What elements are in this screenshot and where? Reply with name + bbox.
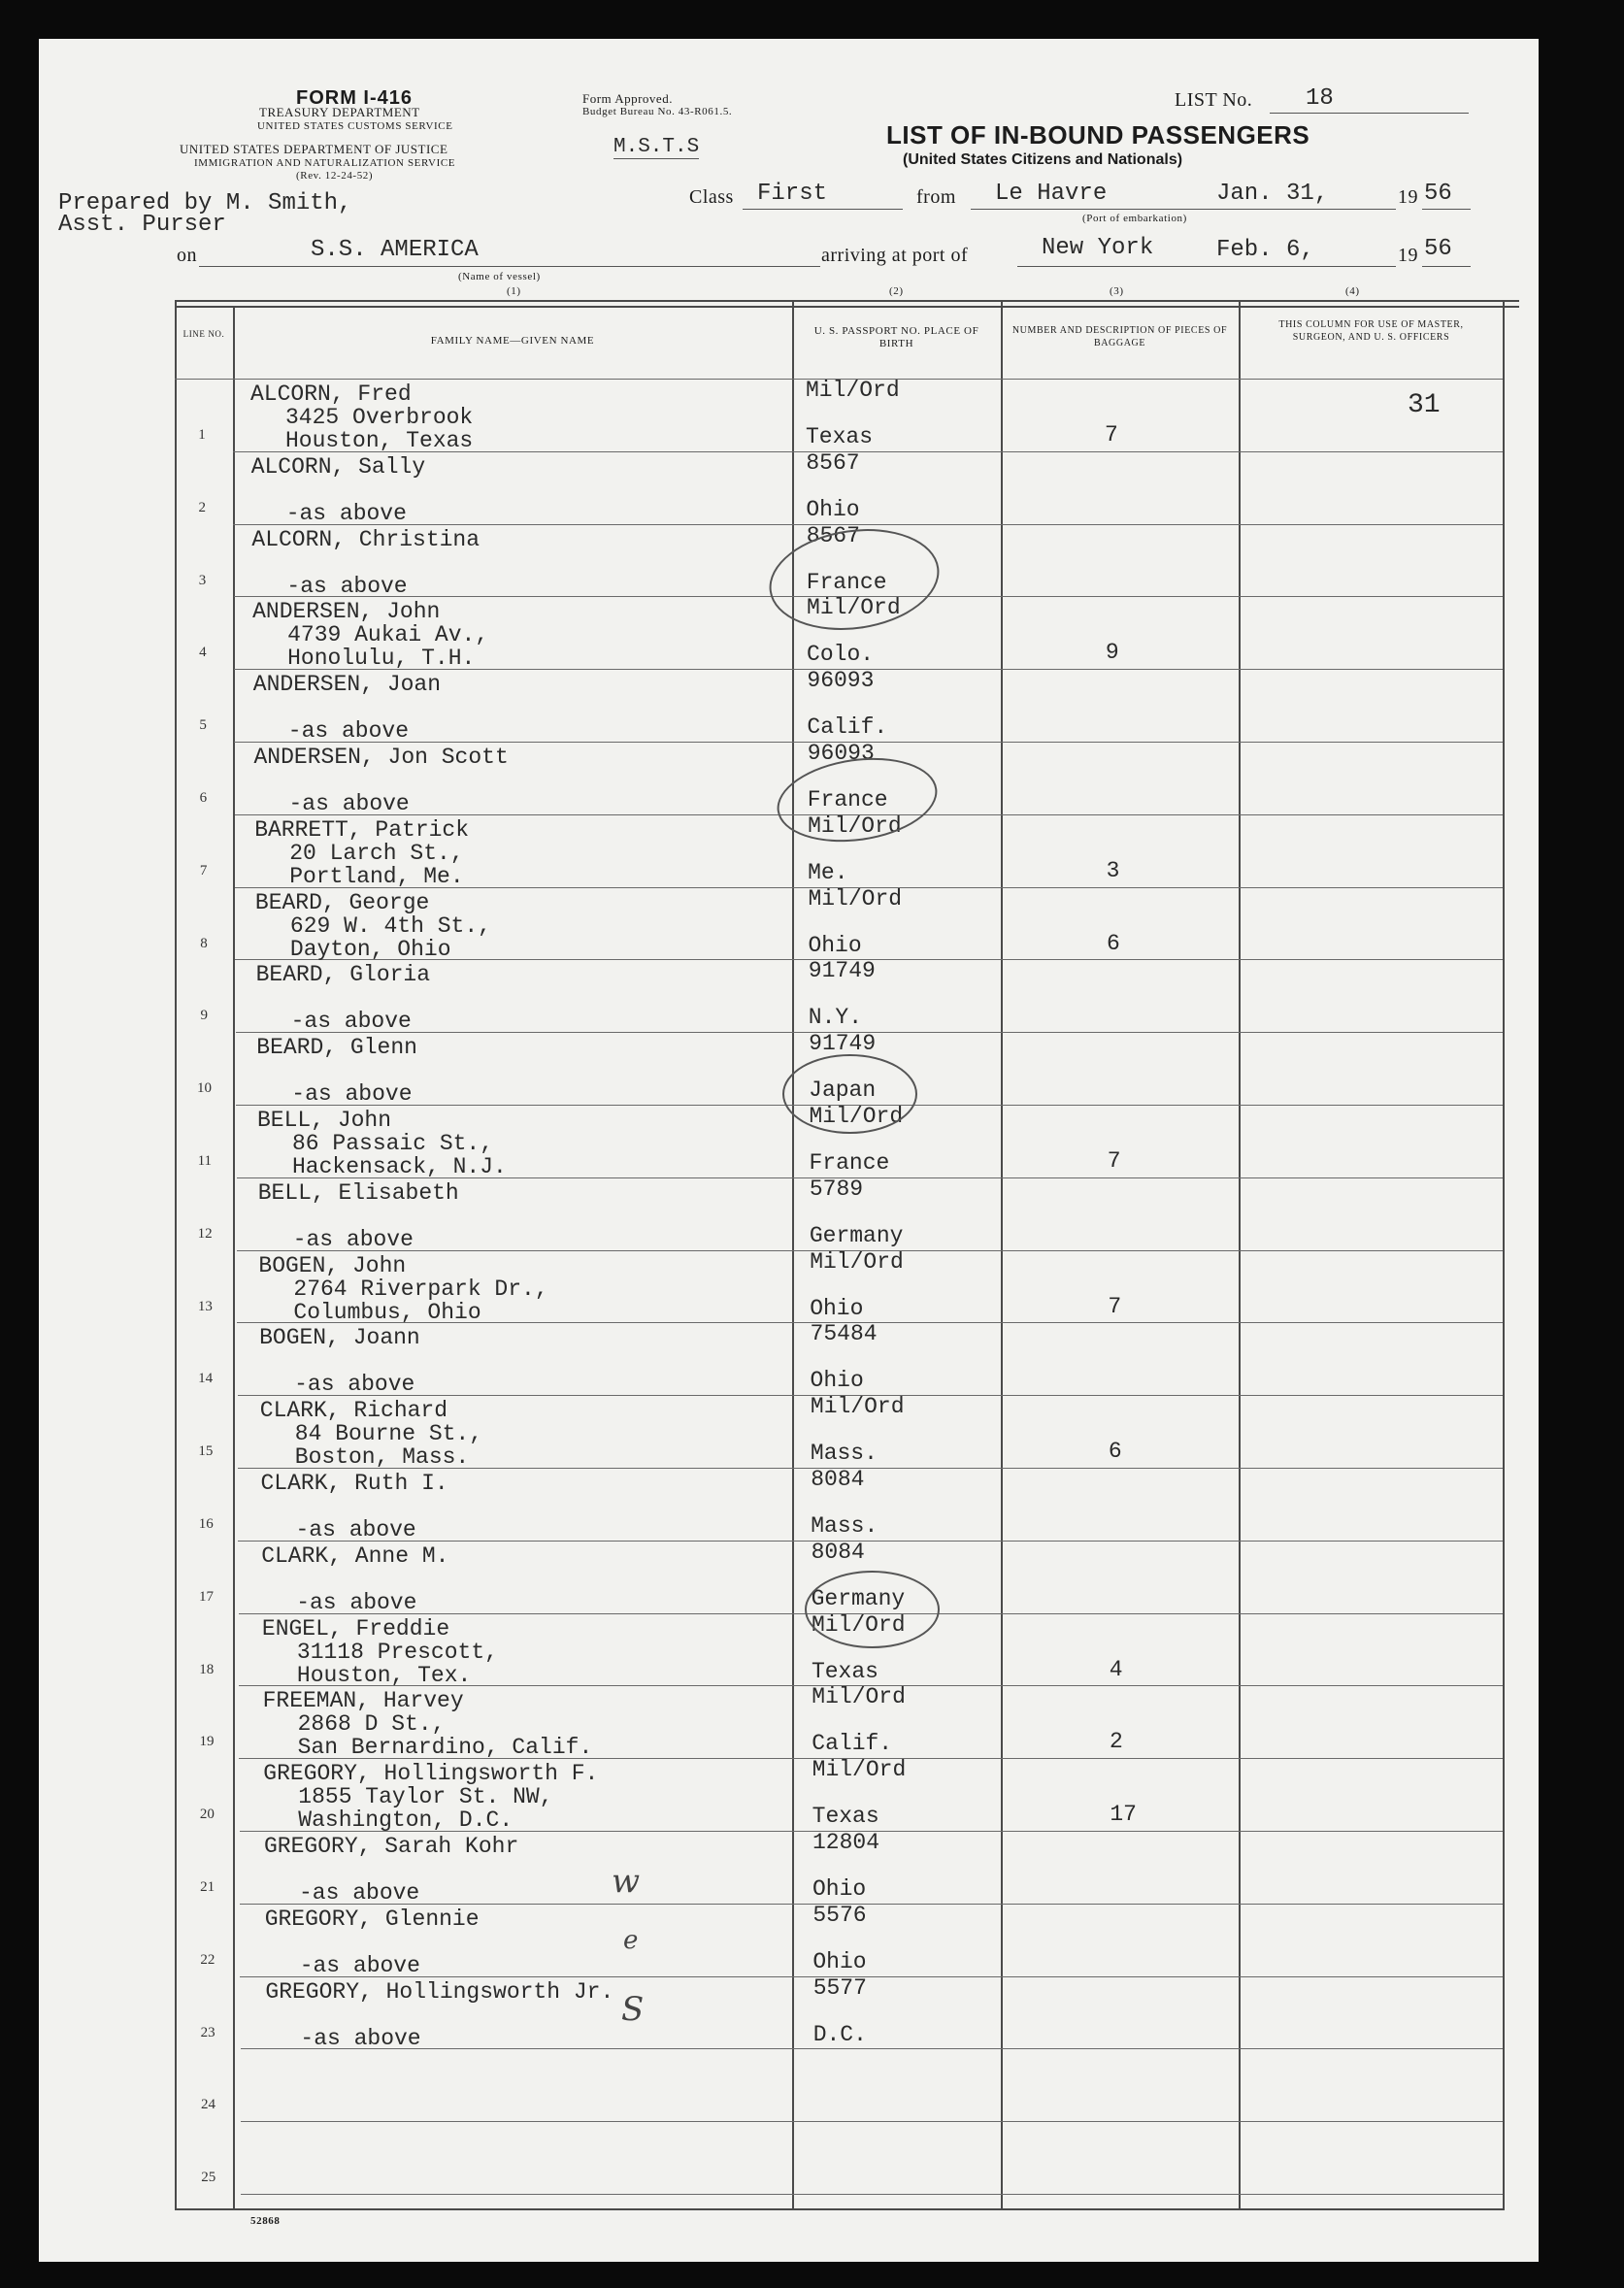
immigration-service: IMMIGRATION AND NATURALIZATION SERVICE [194, 157, 456, 169]
col-num-3: (3) [1110, 285, 1124, 297]
col-num-1: (1) [507, 285, 521, 297]
col-header-name: FAMILY NAME—GIVEN NAME [430, 335, 595, 347]
revision-date: (Rev. 12-24-52) [296, 170, 374, 182]
line-number: 16 [198, 1516, 214, 1532]
place-of-birth: Japan [809, 1078, 877, 1104]
line-number: 5 [199, 717, 207, 734]
passenger-address: 1855 Taylor St. NW, [298, 1784, 553, 1810]
passenger-address-city: -as above [287, 718, 410, 745]
footer-code: 52868 [250, 2215, 281, 2227]
passenger-name: BEARD, George [254, 889, 430, 915]
passenger-address-city: Hackensack, N.J. [292, 1154, 507, 1179]
passport-number: 96093 [807, 741, 875, 766]
form-approved: Form Approved. [582, 91, 673, 106]
list-label: LIST No. [1175, 89, 1253, 111]
passenger-address-city: -as above [294, 1372, 415, 1398]
embarkation-year: 56 [1424, 181, 1452, 207]
row-divider [240, 1976, 1503, 1977]
passenger-name: CLARK, Richard [259, 1398, 448, 1424]
passenger-address-city: Boston, Mass. [294, 1444, 470, 1471]
line-number: 4 [199, 645, 207, 661]
place-of-birth: Ohio [812, 1948, 867, 1974]
line-number: 20 [199, 1807, 215, 1823]
line-number: 7 [199, 862, 208, 879]
line-number: 2 [198, 499, 207, 515]
line-number: 25 [201, 2170, 216, 2186]
passport-number: 12804 [812, 1830, 880, 1855]
manifest-sheet [39, 39, 1539, 2262]
row-divider [240, 1904, 1503, 1905]
vessel-name: S.S. AMERICA [311, 237, 479, 263]
baggage-count: 4 [1109, 1656, 1123, 1682]
line-number: 10 [197, 1080, 213, 1097]
passenger-name: ANDERSEN, Jon Scott [253, 745, 509, 770]
birthplace-circle [772, 748, 943, 851]
passenger-address-city: -as above [295, 1517, 416, 1542]
passport-number: 5577 [812, 1974, 867, 2001]
arriving-label: arriving at port of [821, 245, 969, 266]
passenger-name: BOGEN, John [258, 1252, 407, 1278]
passport-number: 96093 [807, 668, 875, 694]
from-label: from [916, 186, 956, 208]
birthplace-circle [782, 1054, 917, 1134]
passport-number: Mil/Ord [812, 1757, 907, 1783]
line-number: 22 [200, 1951, 215, 1968]
on-label: on [177, 245, 197, 266]
place-of-birth: France [809, 1150, 890, 1176]
baggage-count: 3 [1106, 857, 1120, 883]
passenger-name: GREGORY, Hollingsworth Jr. [265, 1978, 614, 2005]
passenger-address-city: -as above [299, 1952, 420, 1978]
list-number: 18 [1306, 85, 1334, 112]
passport-number: Mil/Ord [806, 378, 900, 403]
passenger-address-city: Dayton, Ohio [289, 936, 451, 962]
place-of-birth: Ohio [808, 932, 862, 958]
passport-number: 8567 [806, 449, 860, 476]
arrival-year-prefix: 19 [1398, 245, 1418, 266]
place-of-birth: D.C. [812, 2021, 867, 2047]
passport-number: 75484 [810, 1321, 878, 1347]
passenger-address-city: Columbus, Ohio [293, 1299, 481, 1325]
passenger-address-city: -as above [299, 1880, 420, 1906]
place-of-birth: Texas [806, 424, 874, 449]
passenger-address-city: -as above [292, 1226, 414, 1252]
passenger-name: GREGORY, Hollingsworth F. [263, 1761, 599, 1787]
passenger-address-city: -as above [286, 573, 408, 599]
passport-number: Mil/Ord [807, 595, 901, 621]
passenger-address: 31118 Prescott, [296, 1639, 498, 1665]
passenger-address-city: Honolulu, T.H. [287, 646, 476, 672]
line-number: 11 [197, 1153, 213, 1169]
customs-service: UNITED STATES CUSTOMS SERVICE [257, 120, 453, 132]
passport-number: 8567 [806, 522, 860, 548]
passenger-address-city: Houston, Texas [285, 428, 474, 453]
line-number: 14 [198, 1371, 214, 1387]
passenger-name: CLARK, Ruth I. [260, 1471, 448, 1496]
place-of-birth: Texas [811, 1658, 878, 1684]
col-header-baggage: NUMBER AND DESCRIPTION OF PIECES OF BAGGAGE [1011, 325, 1228, 348]
passenger-name: BEARD, Glenn [256, 1035, 417, 1061]
class-label: Class [689, 186, 734, 208]
passport-number: Mil/Ord [810, 1248, 904, 1275]
passport-number: Mil/Ord [810, 1394, 905, 1420]
handwritten-mark: e [623, 1926, 639, 1955]
passenger-name: ALCORN, Fred [250, 381, 412, 407]
place-of-birth: Mass. [811, 1513, 878, 1539]
passenger-name: ALCORN, Christina [251, 526, 481, 552]
arrival-date: Feb. 6, [1216, 237, 1314, 263]
form-subtitle: (United States Citizens and Nationals) [903, 151, 1183, 168]
arrival-year: 56 [1424, 236, 1452, 262]
passport-number: 91749 [808, 958, 876, 984]
passport-number: 8084 [811, 1539, 865, 1565]
budget-bureau: Budget Bureau No. 43-R061.5. [582, 106, 733, 117]
passenger-name: ANDERSEN, Joan [252, 672, 442, 698]
baggage-count: 7 [1108, 1293, 1122, 1319]
birthplace-circle [805, 1571, 940, 1648]
place-of-birth: Germany [811, 1585, 906, 1611]
prepared-by: Prepared by M. Smith, [58, 190, 352, 216]
justice-department: UNITED STATES DEPARTMENT OF JUSTICE [180, 142, 448, 156]
baggage-count: 6 [1106, 930, 1120, 956]
passport-number: Mil/Ord [808, 885, 903, 912]
place-of-birth: Mass. [810, 1441, 878, 1467]
handwritten-mark: w [612, 1862, 641, 1901]
place-of-birth: Ohio [810, 1368, 864, 1394]
passport-number: 5789 [809, 1176, 864, 1202]
passenger-address: 2764 Riverpark Dr., [293, 1276, 548, 1302]
passport-number: 8084 [811, 1467, 865, 1492]
place-of-birth: Ohio [806, 496, 860, 522]
class-value: First [757, 181, 828, 207]
passport-number: Mil/Ord [808, 812, 902, 839]
line-number: 17 [198, 1588, 214, 1605]
line-number: 1 [198, 427, 206, 443]
passenger-address-city: -as above [300, 2025, 421, 2051]
passenger-name: BARRETT, Patrick [254, 816, 470, 843]
place-of-birth: Germany [809, 1222, 904, 1248]
passenger-address-city: Portland, Me. [289, 863, 464, 889]
col-header-passport: U. S. PASSPORT NO. PLACE OF BIRTH [813, 325, 979, 349]
passenger-address-city: -as above [296, 1589, 417, 1615]
passenger-name: ENGEL, Freddie [261, 1615, 450, 1641]
line-number: 19 [199, 1734, 215, 1750]
passenger-address: 629 W. 4th St., [289, 912, 491, 939]
passport-number: 91749 [809, 1031, 877, 1057]
handwritten-mark: S [621, 1990, 645, 2029]
line-number: 9 [200, 1008, 208, 1024]
baggage-count: 7 [1107, 1148, 1121, 1174]
passenger-address-city: San Bernardino, Calif. [297, 1735, 593, 1761]
officer-note: 31 [1408, 390, 1441, 420]
row-divider [238, 1541, 1503, 1542]
line-number: 23 [200, 2024, 215, 2040]
passenger-address-city: -as above [288, 791, 410, 816]
passenger-name: BELL, Elisabeth [257, 1179, 459, 1206]
passport-number: 5576 [812, 1902, 867, 1928]
passenger-address-city: Houston, Tex. [296, 1662, 472, 1688]
baggage-count: 6 [1108, 1439, 1122, 1465]
col-header-officers: THIS COLUMN FOR USE OF MASTER, SURGEON, AND U. S. OFFICERS [1278, 319, 1464, 343]
passenger-name: BEARD, Gloria [255, 962, 431, 988]
row-divider [241, 2121, 1503, 2122]
passenger-name: FREEMAN, Harvey [262, 1688, 464, 1714]
place-of-birth: Calif. [812, 1731, 893, 1757]
baggage-count: 17 [1110, 1802, 1137, 1828]
line-number: 24 [200, 2097, 215, 2113]
col-header-line: LINE NO. [182, 329, 225, 339]
place-of-birth: France [806, 569, 887, 595]
baggage-count: 2 [1110, 1729, 1123, 1755]
passenger-name: ANDERSEN, John [252, 599, 441, 625]
col-num-2: (2) [889, 285, 904, 297]
arrival-port: New York [1042, 235, 1154, 261]
baggage-count: 7 [1105, 422, 1118, 448]
line-number: 3 [198, 572, 207, 588]
place-of-birth: Colo. [807, 642, 875, 668]
passenger-address-city: Washington, D.C. [298, 1807, 514, 1834]
prepared-title: Asst. Purser [58, 212, 226, 238]
place-of-birth: France [807, 787, 888, 812]
passenger-name: ALCORN, Sally [250, 453, 426, 480]
passenger-address: 86 Passaic St., [292, 1131, 494, 1156]
place-of-birth: Me. [808, 859, 848, 885]
place-of-birth: Texas [812, 1804, 879, 1830]
place-of-birth: Ohio [810, 1295, 864, 1321]
birthplace-circle [763, 518, 945, 641]
form-title: LIST OF IN-BOUND PASSENGERS [886, 120, 1310, 149]
embarkation-date: Jan. 31, [1216, 181, 1329, 207]
port-caption: (Port of embarkation) [1082, 213, 1187, 224]
col-num-4: (4) [1345, 285, 1360, 297]
baggage-count: 9 [1105, 640, 1119, 666]
passenger-name: BOGEN, Joann [259, 1325, 420, 1351]
place-of-birth: N.Y. [808, 1005, 863, 1031]
passport-number: Mil/Ord [809, 1104, 904, 1129]
row-divider [241, 2194, 1503, 2195]
passenger-name: CLARK, Anne M. [261, 1542, 449, 1569]
passenger-address-city: -as above [291, 1081, 413, 1108]
line-number: 13 [197, 1298, 213, 1314]
passenger-address: 4739 Aukai Av., [287, 622, 489, 648]
line-number: 12 [197, 1225, 213, 1242]
year-prefix: 19 [1398, 186, 1418, 208]
place-of-birth: Ohio [812, 1876, 867, 1902]
line-number: 6 [199, 790, 208, 806]
line-number: 15 [198, 1443, 214, 1460]
passport-number: Mil/Ord [811, 1611, 906, 1638]
passenger-name: GREGORY, Sarah Kohr [264, 1834, 519, 1859]
treasury-department: TREASURY DEPARTMENT [259, 105, 420, 119]
row-divider [233, 524, 1503, 525]
passenger-address: 3425 Overbrook [285, 405, 474, 430]
form-number: FORM I-416 [296, 87, 414, 109]
embarkation-port: Le Havre [995, 181, 1108, 207]
passenger-name: GREGORY, Glennie [264, 1906, 480, 1932]
passport-number: Mil/Ord [812, 1684, 906, 1710]
place-of-birth: Calif. [807, 714, 888, 741]
passenger-name: BELL, John [257, 1108, 392, 1133]
passenger-address: 20 Larch St., [289, 840, 464, 866]
row-divider [241, 2048, 1503, 2049]
line-number: 21 [200, 1879, 215, 1895]
passenger-address: 2868 D St., [297, 1711, 446, 1738]
vessel-caption: (Name of vessel) [458, 271, 541, 282]
line-number: 8 [200, 935, 208, 951]
passenger-address-city: -as above [285, 500, 407, 526]
passenger-address-city: -as above [290, 1009, 412, 1035]
line-number: 18 [199, 1661, 215, 1677]
msts-stamp: M.S.T.S [613, 136, 700, 158]
passenger-address: 84 Bourne St., [294, 1421, 483, 1447]
